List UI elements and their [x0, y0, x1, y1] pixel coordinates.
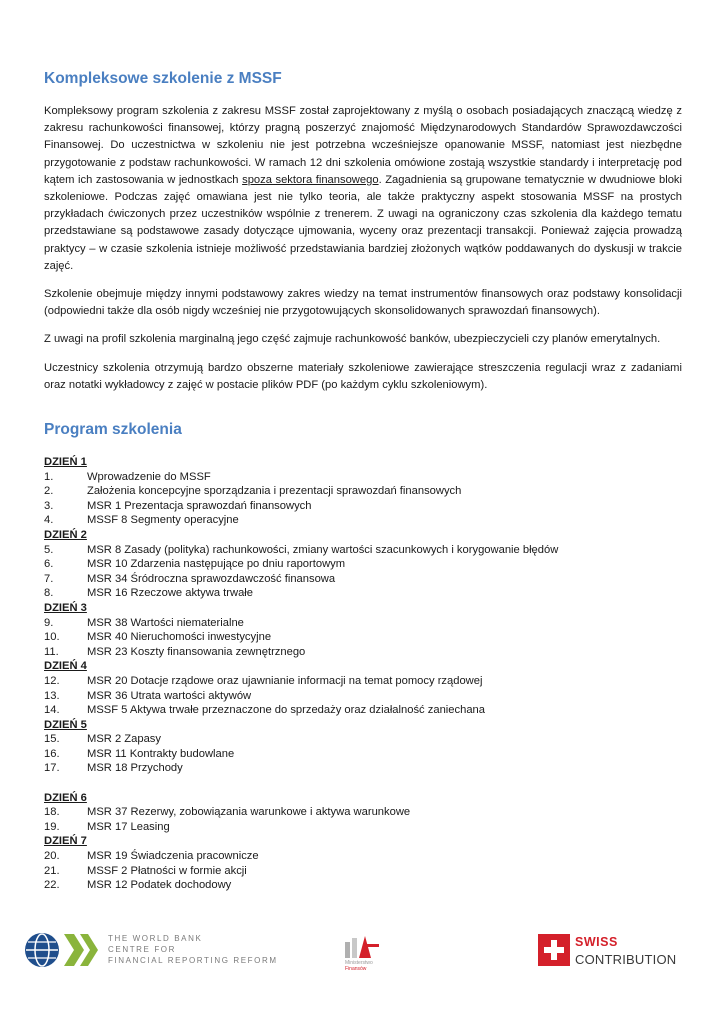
program-day-label: DZIEŃ 7 [44, 835, 87, 848]
program-list [44, 455, 682, 893]
program-item-number: 13. [44, 689, 60, 702]
intro-section [44, 103, 682, 405]
program-day-label: DZIEŃ 5 [44, 718, 87, 731]
program-day-label: DZIEŃ 2 [44, 528, 87, 541]
program-item-text: MSR 10 Zdarzenia następujące po dniu raportowym [87, 558, 346, 571]
program-item-number: 11. [44, 645, 59, 658]
program-item-text: MSSF 2 Płatności w formie akcji [87, 864, 247, 877]
program-item-text: MSR 17 Leasing [87, 820, 170, 833]
intro-p1-underlined: spoza sektora finansowego [242, 173, 379, 186]
program-item [44, 805, 682, 820]
program-item-text: MSR 38 Wartości niematerialne [87, 616, 244, 629]
program-item [44, 572, 682, 587]
program-item [44, 674, 682, 689]
ministry-line-1: Ministerstwo [345, 960, 373, 966]
program-day-label: DZIEŃ 6 [44, 791, 87, 804]
program-item [44, 689, 682, 704]
program-item [44, 543, 682, 558]
program-item-number: 4. [44, 514, 54, 527]
intro-paragraph-3: Z uwagi na profil szkolenia marginalną jego część zajmuje rachunkowość banków, ubezpieczycieli czy planów emerytalnych. [44, 333, 661, 346]
program-item [44, 761, 682, 776]
program-heading: Program szkolenia [44, 421, 182, 438]
program-item-number: 5. [44, 543, 54, 556]
program-item [44, 499, 682, 514]
program-item-text: MSSF 5 Aktywa trwałe przeznaczone do sprzedaży oraz działalność zaniechana [87, 704, 485, 717]
program-item [44, 630, 682, 645]
program-item-text: MSR 34 Śródroczna sprawozdawczość finansowa [87, 572, 336, 585]
world-bank-text [108, 933, 278, 966]
program-item-number: 6. [44, 558, 54, 571]
program-day-label: DZIEŃ 1 [44, 456, 87, 468]
program-item-text: MSR 19 Świadczenia pracownicze [87, 850, 259, 863]
intro-p1-end: . Zagadnienia są grupowane tematycznie w dwudniowe bloki szkoleniowe. Podczas zajęć omawiana jest nie tylko teoria, ale także praktyczny aspekt stosowania MSSF na prostych przykładach ćwiczonych przez uczestników wspólnie z trenerem. Z uwagi na ograniczony czas szkolenia dla każdego tematu przedstawiane są podstawowe zasady dotyczące ujmowania, wyceny oraz prezentacji transakcji. Ponieważ zajęcia prowadzą praktycy – w czasie szkolenia istnieje możliwość przedstawiania bardziej złożonych wątków poddawanych do dyskusji w trakcie zajęć. [44, 173, 683, 272]
program-item-text: MSR 40 Nieruchomości inwestycyjne [87, 631, 272, 644]
program-item-number: 17. [44, 762, 60, 775]
program-item-number: 1. [44, 470, 54, 483]
program-item-text: MSSF 8 Segmenty operacyjne [87, 514, 239, 527]
program-day-label: DZIEŃ 4 [44, 660, 87, 673]
swiss-text-line-2: CONTRIBUTION [575, 952, 677, 967]
program-item [44, 864, 682, 879]
program-item [44, 747, 682, 762]
program-item [44, 557, 682, 572]
program-item-text: MSR 23 Koszty finansowania zewnętrznego [87, 645, 306, 658]
program-item-text: MSR 12 Podatek dochodowy [87, 879, 232, 892]
program-item [44, 820, 682, 835]
swiss-text-line-1: SWISS [575, 935, 618, 949]
program-item [44, 849, 682, 864]
program-day-label: DZIEŃ 3 [44, 601, 87, 614]
program-item-text: MSR 37 Rezerwy, zobowiązania warunkowe i aktywa warunkowe [87, 806, 411, 819]
program-item-text: MSR 1 Prezentacja sprawozdań finansowych [87, 499, 312, 512]
program-item-number: 19. [44, 820, 60, 833]
program-item-number: 9. [44, 616, 54, 629]
program-item-text: Wprowadzenie do MSSF [87, 470, 211, 483]
program-item-text: MSR 18 Przychody [87, 762, 183, 775]
ministry-line-2: Finansów [345, 966, 367, 972]
program-item-number: 3. [44, 499, 54, 512]
program-item [44, 645, 682, 660]
program-item [44, 703, 682, 718]
program-item-text: MSR 36 Utrata wartości aktywów [87, 689, 252, 702]
swiss-cross-icon [538, 934, 570, 966]
program-item [44, 616, 682, 631]
footer-logos [0, 924, 725, 984]
program-item-text: Założenia koncepcyjne sporządzania i prezentacji sprawozdań finansowych [87, 485, 462, 498]
program-item-number: 7. [44, 572, 54, 585]
program-item-number: 20. [44, 850, 60, 863]
world-bank-line-1: THE WORLD BANK [108, 934, 203, 943]
program-item-text: MSR 2 Zapasy [87, 733, 161, 746]
program-item [44, 470, 682, 485]
program-item-text: MSR 20 Dotacje rządowe oraz ujawnianie informacji na temat pomocy rządowej [87, 674, 483, 687]
intro-heading: Kompleksowe szkolenie z MSSF [44, 70, 282, 87]
intro-paragraph-4: Uczestnicy szkolenia otrzymują bardzo obszerne materiały szkoleniowe zawierające streszczenia regulacji wraz z zadaniami oraz notatki wykładowcy z zajęć w postacie plików PDF (po każdym cyklu szkoleniowym). [44, 361, 682, 391]
program-item [44, 513, 682, 528]
intro-p1-start: Kompleksowy program szkolenia z zakresu MSSF został zaprojektowany z myślą o osobach posiadających znaczącą wiedzę z zakresu rachunkowości finansowej, którzy pragną poszerzyć znajomość Międzynarodowych Standardów Sprawozdawczości Finansowej. Do uczestnictwa w szkoleniu nie jest potrzebna wcześniejsze opanowanie MSSF, natomiast jest niezbędne przygotowanie z podstaw rachunkowości. W ramach 12 dni szkolenia omówione zostają wszystkie standardy i interpretację pod kątem ich zastosowania w jednostkach [44, 105, 682, 186]
program-item-text: MSR 8 Zasady (polityka) rachunkowości, zmiany wartości szacunkowych i korygowanie błędów [87, 543, 559, 556]
program-item-text: MSR 16 Rzeczowe aktywa trwałe [87, 587, 254, 600]
program-item [44, 732, 682, 747]
ministry-text [345, 960, 373, 972]
program-item-number: 22. [44, 879, 60, 892]
ministry-logo-icon [343, 932, 383, 960]
program-item-number: 2. [44, 485, 54, 498]
program-item-number: 15. [44, 733, 60, 746]
world-bank-line-2: CENTRE FOR [108, 945, 176, 954]
program-item [44, 484, 682, 499]
program-item-number: 8. [44, 587, 54, 600]
program-item-number: 21. [44, 864, 60, 877]
intro-paragraph-2: Szkolenie obejmuje między innymi podstawowy zakres wiedzy na temat instrumentów finansowych oraz podstawy konsolidacji (odpowiedni także dla osób nigdy wcześniej nie przygotowujących skonsolidowanych sprawozdań finansowych). [44, 288, 682, 318]
program-item [44, 586, 682, 601]
intro-paragraph-1 [44, 103, 682, 275]
program-item [44, 878, 682, 893]
program-item-number: 12. [44, 674, 60, 687]
program-item-number: 16. [44, 747, 60, 760]
program-item-text: MSR 11 Kontrakty budowlane [87, 747, 235, 760]
program-item-number: 18. [44, 806, 60, 819]
world-bank-line-3: FINANCIAL REPORTING REFORM [108, 956, 278, 965]
program-item-number: 14. [44, 704, 60, 717]
program-item-number: 10. [44, 631, 60, 644]
world-bank-logo-icon [24, 930, 98, 970]
